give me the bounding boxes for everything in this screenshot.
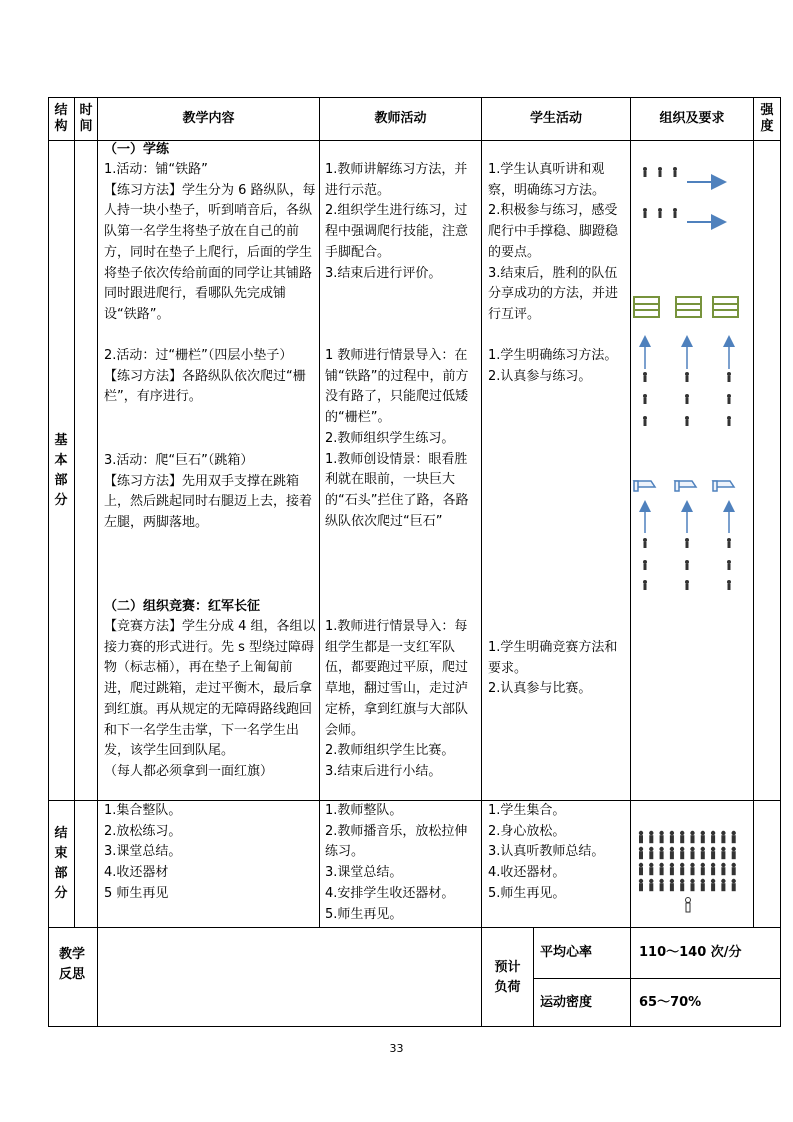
student-figure [659, 879, 663, 891]
student-figure [649, 879, 653, 891]
railway-formation-icon [643, 167, 723, 222]
student-figure [680, 879, 684, 891]
student-figure [659, 847, 663, 859]
student-figure [639, 847, 643, 859]
student-figure [659, 863, 663, 875]
header-organization: 组织及要求 [659, 111, 725, 126]
student-figure [680, 847, 684, 859]
student-figure [690, 831, 694, 843]
student-figure [670, 847, 674, 859]
student-figure [639, 879, 643, 891]
student-figure [711, 863, 715, 875]
activity-rock-text: 3.活动：爬“巨石”（跳箱） 【练习方法】先用双手支撑在跳箱上，然后跳起同时右腿迈上去，接着左腿，两脚落地。 [104, 453, 313, 531]
student-figure [649, 863, 653, 875]
header-intensity: 强 度 [760, 103, 774, 134]
competition-method-text: 【竞赛方法】学生分成 4 组，各组以接力赛的形式进行。先 s 型绕过障碍物（标志桶），再在垫子上匍匐前进，爬过跳箱，走过平衡木，最后拿到红旗。再从规定的无障碍路线跑回和下一名学生击掌，下一名学生出发，该学生回到队尾。 （每人都必须拿到一面红旗） [104, 619, 316, 779]
reflection-label: 教学 反思 [58, 947, 85, 982]
student-figure [649, 847, 653, 859]
fence-formation-icon [643, 338, 731, 426]
student-figure [721, 879, 725, 891]
student-figure [701, 863, 705, 875]
load-label: 预计 负荷 [494, 960, 521, 995]
student-activity-1: 1.学生认真听讲和观察，明确练习方法。 2.积极参与练习，感受爬行中手撑稳、脚蹬稳的要点。 3.结束后，胜利的队伍分享成功的方法，并进行互评。 [488, 162, 619, 322]
student-figure [690, 863, 694, 875]
student-activity-2: 1.学生明确练习方法。 2.认真参与练习。 [488, 348, 618, 384]
student-figure [711, 831, 715, 843]
student-figure [732, 863, 736, 875]
fence-mats-icon [634, 297, 738, 317]
student-figure [680, 863, 684, 875]
student-figure [732, 879, 736, 891]
competition-section-title: （二）组织竞赛：红军长征 [104, 599, 261, 614]
page-number: 33 [389, 1042, 404, 1055]
student-figure [690, 879, 694, 891]
basic-section-label: 基 本 部 分 [54, 432, 68, 508]
student-figure [711, 847, 715, 859]
rock-formation-icon [643, 503, 731, 590]
student-figure [701, 831, 705, 843]
ending-student: 1.学生集合。 2.身心放松。 3.认真听教师总结。 4.收还器材。 5.师生再见。 [488, 803, 605, 901]
teacher-activity-3: 1.教师进行情景导入：每组学生都是一支红军队伍，都要跑过平原，爬过草地，翻过雪山，走过泸定桥，拿到红旗与大部队会师。 2.教师组织学生比赛。 3.结束后进行小结。 [325, 619, 469, 779]
ending-teacher: 1.教师整队。 2.教师播音乐，放松拉伸练习。 3.课堂总结。 4.安排学生收还器材。 5.师生再见。 [325, 803, 468, 922]
student-figure [670, 831, 674, 843]
student-figure [732, 847, 736, 859]
activity-fence-text: 2.活动：过“栅栏”（四层小垫子） 【练习方法】各路纵队依次爬过“栅栏”，有序进行。 [104, 348, 306, 405]
header-time: 时 间 [79, 103, 93, 134]
header-student: 学生活动 [529, 111, 582, 126]
student-figure [639, 863, 643, 875]
teacher-figure [686, 898, 691, 913]
student-figure [690, 847, 694, 859]
header-structure: 结 构 [54, 103, 68, 134]
student-figure [701, 847, 705, 859]
student-activity-3: 1.学生明确竞赛方法和要求。 2.认真参与比赛。 [488, 640, 618, 697]
header-teacher: 教师活动 [374, 111, 427, 126]
header-content: 教学内容 [182, 111, 235, 126]
practice-section-title: （一）学练 [104, 142, 170, 157]
vaulting-box-icon [634, 481, 734, 491]
student-figure [659, 831, 663, 843]
student-figure [732, 831, 736, 843]
ending-content: 1.集合整队。 2.放松练习。 3.课堂总结。 4.收还器材 5 师生再见 [104, 803, 182, 901]
student-figure [670, 879, 674, 891]
student-figure [701, 879, 705, 891]
student-figure [711, 879, 715, 891]
student-figure [721, 831, 725, 843]
activity-railway-text: 1.活动：铺“铁路” 【练习方法】学生分为 6 路纵队，每人持一块小垫子，听到哨音后，各纵队第一名学生将垫子放在自己的前方，同时在垫子上爬行，后面的学生将垫子依次传给前面的同学让其铺路同时跟进爬行，看哪队先完成铺设“铁路”。 [104, 162, 316, 322]
density-value: 65～70% [639, 994, 702, 1010]
teacher-activity-2: 1 教师进行情景导入：在铺“铁路”的过程中，前方没有路了，只能爬过低矮的“栅栏”。 2.教师组织学生练习。 1.教师创设情景：眼看胜利就在眼前，一块巨大的“石头”拦住了路，各路纵队依次爬过“巨石” [325, 348, 469, 529]
student-figure [721, 863, 725, 875]
density-label: 运动密度 [540, 994, 593, 1010]
teacher-activity-1: 1.教师讲解练习方法，并进行示范。 2.组织学生进行练习，过程中强调爬行技能，注意手脚配合。 3.结束后进行评价。 [325, 162, 469, 281]
student-figure [649, 831, 653, 843]
heart-rate-label: 平均心率 [540, 945, 593, 960]
student-figure [670, 863, 674, 875]
student-figure [639, 831, 643, 843]
organization-diagram [631, 141, 753, 800]
ending-section-label: 结 束 部 分 [54, 826, 68, 901]
student-figure [680, 831, 684, 843]
student-figure [721, 847, 725, 859]
ending-formation-icon [631, 801, 753, 927]
heart-rate-value: 110～140 次/分 [639, 945, 742, 960]
